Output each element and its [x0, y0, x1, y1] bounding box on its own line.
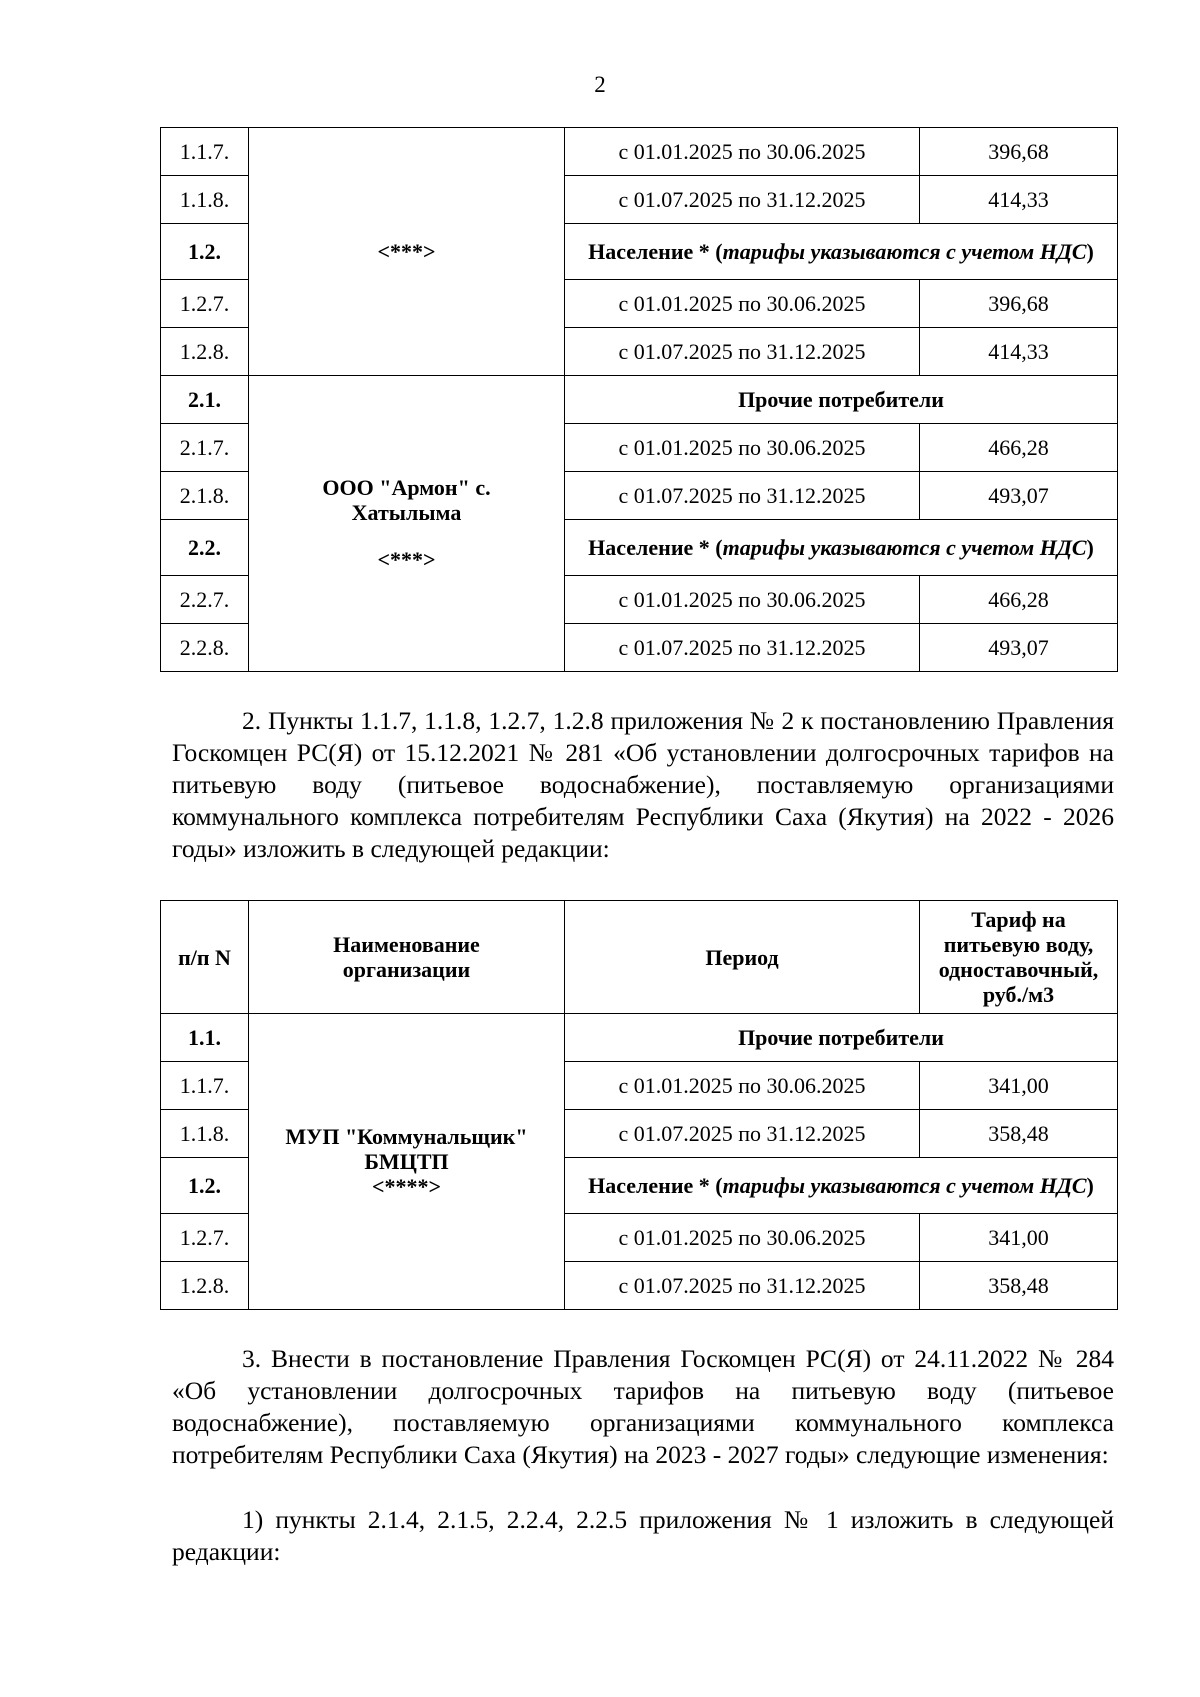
- org-tag: <****>: [371, 1174, 442, 1199]
- row-number: 1.2.8.: [161, 328, 249, 376]
- group-header-end: ): [1086, 239, 1094, 264]
- table-row: [161, 1014, 1118, 1062]
- org-tag: <***>: [377, 547, 436, 572]
- value-cell: 396,68: [920, 128, 1118, 176]
- period-cell: с 01.01.2025 по 30.06.2025: [565, 1062, 920, 1110]
- header-org: Наименование организации: [249, 901, 565, 1014]
- group-header: Прочие потребители: [565, 1014, 1118, 1062]
- tariff-table-2: [160, 900, 1118, 1310]
- group-header-note: тарифы указываются с учетом НДС: [722, 535, 1087, 560]
- org-name: ООО "Армон" с. Хатылыма: [322, 475, 491, 525]
- row-number: 2.1.: [161, 376, 249, 424]
- paragraph-3: [172, 1343, 1114, 1471]
- tariff-table-continuation: [160, 127, 1118, 672]
- group-header-note: тарифы указываются с учетом НДС: [722, 239, 1087, 264]
- header-num: п/п N: [161, 901, 249, 1014]
- value-cell: 358,48: [920, 1110, 1118, 1158]
- value-cell: 358,48: [920, 1262, 1118, 1310]
- table-row: [161, 376, 1118, 424]
- row-number: 1.1.7.: [161, 128, 249, 176]
- value-cell: 466,28: [920, 576, 1118, 624]
- table-row: [161, 128, 1118, 176]
- group-header-end: ): [1086, 1173, 1094, 1198]
- row-number: 2.2.7.: [161, 576, 249, 624]
- row-number: 2.1.7.: [161, 424, 249, 472]
- value-cell: 341,00: [920, 1214, 1118, 1262]
- row-number: 1.1.8.: [161, 1110, 249, 1158]
- org-tag: <***>: [377, 239, 436, 264]
- value-cell: 466,28: [920, 424, 1118, 472]
- org-cell: [249, 376, 565, 672]
- paragraph-3-subitem-text: 1) пункты 2.1.4, 2.1.5, 2.2.4, 2.2.5 приложения № 1 изложить в следующей редакции:: [172, 1505, 1114, 1566]
- period-cell: с 01.07.2025 по 31.12.2025: [565, 624, 920, 672]
- row-number: 1.2.: [161, 224, 249, 280]
- group-header: Прочие потребители: [565, 376, 1118, 424]
- group-header-end: ): [1086, 535, 1094, 560]
- value-cell: 493,07: [920, 472, 1118, 520]
- row-number: 1.1.7.: [161, 1062, 249, 1110]
- period-cell: с 01.01.2025 по 30.06.2025: [565, 280, 920, 328]
- period-cell: с 01.01.2025 по 30.06.2025: [565, 1214, 920, 1262]
- row-number: 2.2.: [161, 520, 249, 576]
- row-number: 2.1.8.: [161, 472, 249, 520]
- value-cell: 341,00: [920, 1062, 1118, 1110]
- group-header: [565, 520, 1118, 576]
- period-cell: с 01.07.2025 по 31.12.2025: [565, 176, 920, 224]
- header-period: Период: [565, 901, 920, 1014]
- group-header-note: тарифы указываются с учетом НДС: [722, 1173, 1087, 1198]
- period-cell: с 01.07.2025 по 31.12.2025: [565, 328, 920, 376]
- period-cell: с 01.01.2025 по 30.06.2025: [565, 576, 920, 624]
- row-number: 1.1.: [161, 1014, 249, 1062]
- paragraph-3-text: 3. Внести в постановление Правления Госкомцен РС(Я) от 24.11.2022 № 284 «Об установлении долгосрочных тарифов на питьевую воду (питьевое водоснабжение), поставляемую организациями коммунального комплекса потребителям Республики Саха (Якутия) на 2023 - 2027 годы» следующие изменения:: [172, 1344, 1114, 1469]
- period-cell: с 01.07.2025 по 31.12.2025: [565, 1110, 920, 1158]
- paragraph-3-subitem: [172, 1504, 1114, 1568]
- period-cell: с 01.01.2025 по 30.06.2025: [565, 424, 920, 472]
- value-cell: 414,33: [920, 176, 1118, 224]
- header-tariff: Тариф на питьевую воду, одноставочный, руб./м3: [920, 901, 1118, 1014]
- paragraph-2: [172, 705, 1114, 865]
- period-cell: с 01.07.2025 по 31.12.2025: [565, 472, 920, 520]
- row-number: 1.1.8.: [161, 176, 249, 224]
- group-header: [565, 224, 1118, 280]
- group-header-label: Население * (: [588, 535, 723, 560]
- org-cell: [249, 128, 565, 376]
- group-header-label: Население * (: [588, 1173, 723, 1198]
- org-name: МУП "Коммунальщик" БМЦТП: [285, 1124, 528, 1174]
- page-number: 2: [594, 72, 606, 97]
- row-number: 1.2.7.: [161, 1214, 249, 1262]
- org-cell: [249, 1014, 565, 1310]
- row-number: 1.2.: [161, 1158, 249, 1214]
- period-cell: с 01.07.2025 по 31.12.2025: [565, 1262, 920, 1310]
- row-number: 1.2.7.: [161, 280, 249, 328]
- paragraph-2-text: 2. Пункты 1.1.7, 1.1.8, 1.2.7, 1.2.8 приложения № 2 к постановлению Правления Госкомцен РС(Я) от 15.12.2021 № 281 «Об установлении долгосрочных тарифов на питьевую воду (питьевое водоснабжение), поставляемую организациями коммунального комплекса потребителям Республики Саха (Якутия) на 2022 - 2026 годы» изложить в следующей редакции:: [172, 706, 1114, 863]
- value-cell: 396,68: [920, 280, 1118, 328]
- group-header: [565, 1158, 1118, 1214]
- row-number: 2.2.8.: [161, 624, 249, 672]
- period-cell: с 01.01.2025 по 30.06.2025: [565, 128, 920, 176]
- value-cell: 493,07: [920, 624, 1118, 672]
- row-number: 1.2.8.: [161, 1262, 249, 1310]
- group-header-label: Население * (: [588, 239, 723, 264]
- table-header-row: [161, 901, 1118, 1014]
- value-cell: 414,33: [920, 328, 1118, 376]
